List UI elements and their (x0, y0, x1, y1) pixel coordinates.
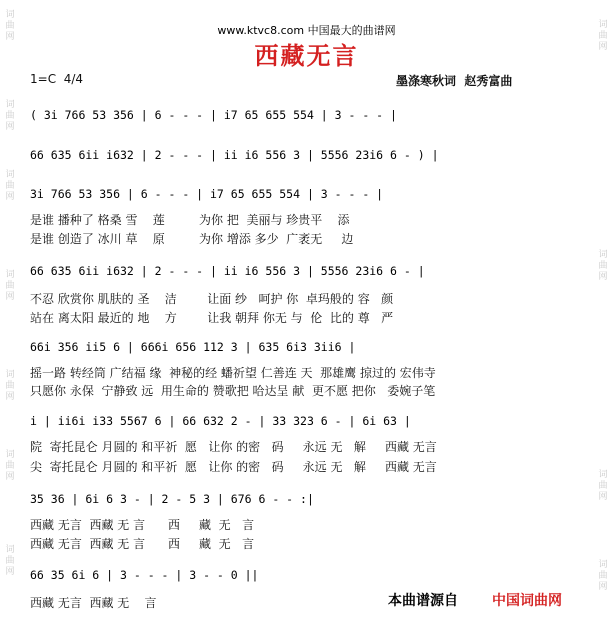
watermark-right: 词曲网 (598, 470, 608, 502)
lyric-line: 院 寄托昆仑 月圆的 和平祈 愿 让你 的密 码 永远 无 解 西藏 无言 (30, 440, 437, 454)
lyric-line: 摇一路 转经筒 广结福 缘 神秘的经 蟠祈望 仁善连 天 那雄鹰 掠过的 宏伟寺 (30, 366, 436, 380)
footer-source-label: 本曲谱源自 (388, 593, 458, 609)
lyric-line: 西藏 无言 西藏 无 言 西 藏 无 言 (30, 518, 255, 532)
watermark-left: 词曲网 (5, 270, 15, 302)
lyric-line: 尖 寄托昆仑 月圆的 和平祈 愿 让你 的密 码 永远 无 解 西藏 无言 (30, 460, 437, 474)
watermark-left: 词曲网 (5, 100, 15, 132)
score-notes-row: ( 3i 766 53 356 | 6 - - - | i7 65 655 554 | 3 - - - | (30, 108, 397, 122)
lyric-line: 不忍 欣赏你 肌肤的 圣 洁 让面 纱 呵护 你 卓玛般的 容 颜 (30, 292, 394, 306)
watermark-right: 词曲网 (598, 560, 608, 592)
score-notes-row: 66 635 6ii i632 | 2 - - - | ii i6 556 3 | 5556 23i6 6 - | (30, 264, 425, 278)
watermark-left: 词曲网 (5, 450, 15, 482)
lyric-line: 是谁 创造了 冰川 草 原 为你 增添 多少 广袤无 边 (30, 232, 354, 246)
score-notes-row: 35 36 | 6i 6 3 - | 2 - 5 3 | 676 6 - - :| (30, 492, 314, 506)
score-notes-row: 66 35 6i 6 | 3 - - - | 3 - - 0 || (30, 568, 259, 582)
watermark-left: 词曲网 (5, 10, 15, 42)
lyric-line: 西藏 无言 西藏 无 言 (30, 596, 157, 610)
credits: 墨涤寒秋词 赵秀富曲 (396, 74, 513, 88)
score-notes-row: 66 635 6ii i632 | 2 - - - | ii i6 556 3 | 5556 23i6 6 - ) | (30, 148, 439, 162)
score-notes-row: 66i 356 ii5 6 | 666i 656 112 3 | 635 6i3 3ii6 | (30, 340, 356, 354)
lyric-line: 只愿你 永保 宁静致 远 用生命的 赞歌把 哈达呈 献 更不愿 把你 委婉子笔 (30, 384, 436, 398)
footer-site-name[interactable]: 中国词曲网 (492, 593, 562, 609)
lyric-line: 西藏 无言 西藏 无 言 西 藏 无 言 (30, 537, 255, 551)
site-url: www.ktvc8.com 中国最大的曲谱网 (217, 24, 396, 37)
key-signature: 1=C 4/4 (30, 72, 84, 86)
page-title: 西藏无言 (254, 41, 359, 70)
watermark-right: 词曲网 (598, 250, 608, 282)
watermark-left: 词曲网 (5, 170, 15, 202)
score-notes-row: 3i 766 53 356 | 6 - - - | i7 65 655 554 | 3 - - - | (30, 187, 384, 201)
lyric-line: 站在 离太阳 最近的 地 方 让我 朝拜 你无 与 伦 比的 尊 严 (30, 311, 394, 325)
score-notes-row: i | ii6i i33 5567 6 | 66 632 2 - | 33 323 6 - | 6i 63 | (30, 414, 411, 428)
lyric-line: 是谁 播种了 格桑 雪 莲 为你 把 美丽与 珍贵平 添 (30, 213, 350, 227)
watermark-left: 词曲网 (5, 545, 15, 577)
watermark-right: 词曲网 (598, 20, 608, 52)
watermark-left: 词曲网 (5, 370, 15, 402)
